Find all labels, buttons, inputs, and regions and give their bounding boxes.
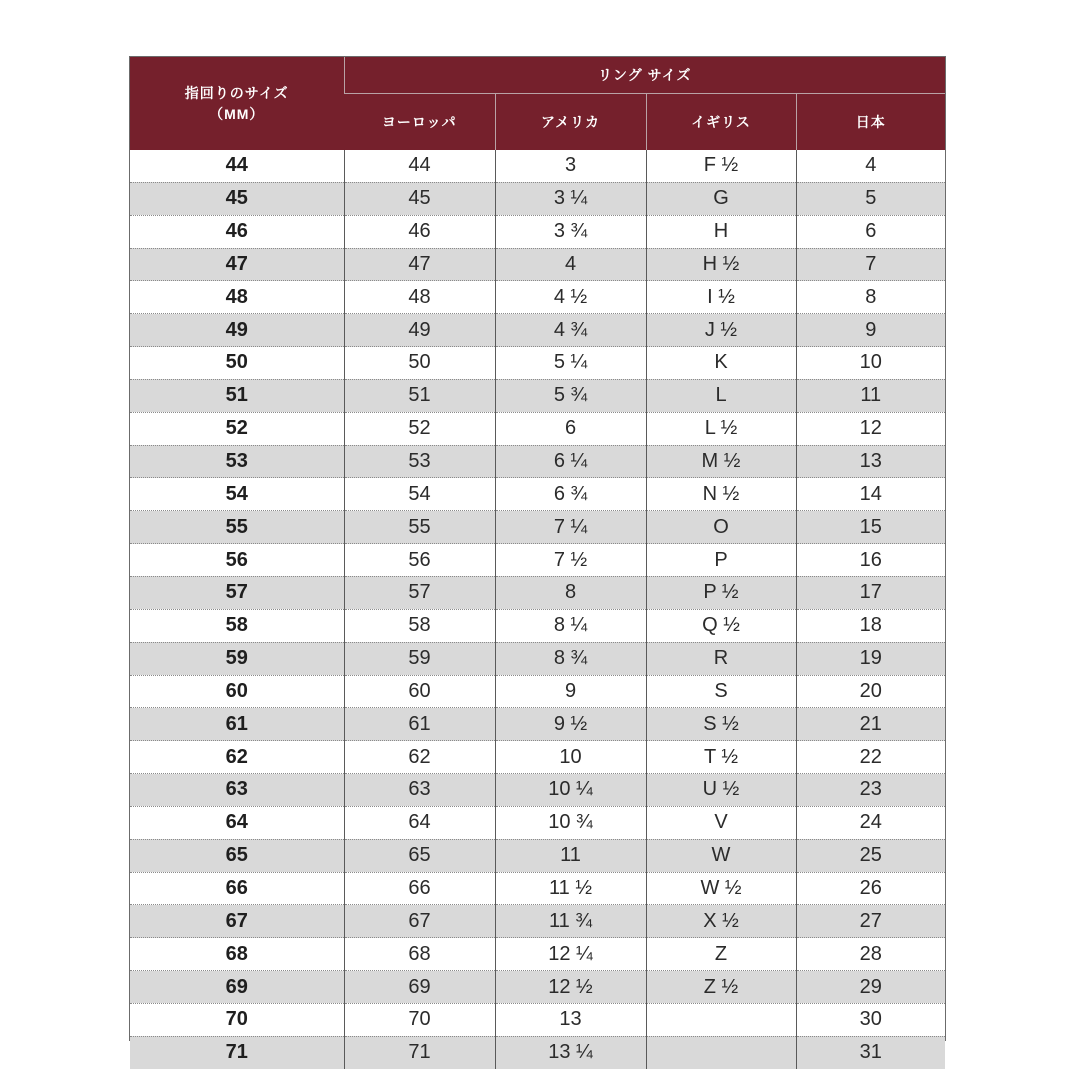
- cell-europe: 44: [344, 150, 495, 182]
- cell-mm: 63: [130, 774, 344, 807]
- cell-uk: T ½: [646, 741, 796, 774]
- cell-europe: 63: [344, 774, 495, 807]
- cell-mm: 58: [130, 609, 344, 642]
- cell-europe: 65: [344, 839, 495, 872]
- cell-europe: 48: [344, 281, 495, 314]
- cell-uk: H: [646, 215, 796, 248]
- cell-europe: 66: [344, 872, 495, 905]
- cell-europe: 68: [344, 938, 495, 971]
- cell-japan: 20: [796, 675, 945, 708]
- cell-america: 6 ¼: [495, 445, 646, 478]
- cell-mm: 64: [130, 806, 344, 839]
- cell-japan: 19: [796, 642, 945, 675]
- cell-uk: H ½: [646, 248, 796, 281]
- header-row-top: [130, 57, 945, 94]
- cell-america: 11 ½: [495, 872, 646, 905]
- cell-mm: 67: [130, 905, 344, 938]
- cell-mm: 56: [130, 544, 344, 577]
- cell-mm: 65: [130, 839, 344, 872]
- header-finger-size-label: 指回りのサイズ: [184, 84, 289, 101]
- header-mm-unit-label: （MM）: [209, 105, 265, 122]
- ring-size-table: [129, 56, 946, 1064]
- table-row: [130, 774, 945, 807]
- cell-uk: S: [646, 675, 796, 708]
- cell-japan: 29: [796, 971, 945, 1004]
- cell-america: 10: [495, 741, 646, 774]
- table-row: [130, 938, 945, 971]
- table-row: [130, 379, 945, 412]
- cell-america: 3 ¼: [495, 182, 646, 215]
- cell-europe: 55: [344, 511, 495, 544]
- cell-uk: R: [646, 642, 796, 675]
- size-table-grid: [130, 57, 945, 1069]
- cell-japan: 18: [796, 609, 945, 642]
- cell-uk: W ½: [646, 872, 796, 905]
- cell-japan: 14: [796, 478, 945, 511]
- cell-japan: 21: [796, 708, 945, 741]
- cell-europe: 67: [344, 905, 495, 938]
- table-row: [130, 839, 945, 872]
- cell-america: 7 ¼: [495, 511, 646, 544]
- cell-japan: 7: [796, 248, 945, 281]
- cell-mm: 61: [130, 708, 344, 741]
- cell-mm: 49: [130, 314, 344, 347]
- cell-uk: G: [646, 182, 796, 215]
- cell-uk: [646, 1036, 796, 1068]
- cell-japan: 22: [796, 741, 945, 774]
- cell-america: 8 ¾: [495, 642, 646, 675]
- cell-uk: Z ½: [646, 971, 796, 1004]
- table-row: [130, 806, 945, 839]
- cell-europe: 58: [344, 609, 495, 642]
- cell-japan: 31: [796, 1036, 945, 1068]
- cell-mm: 48: [130, 281, 344, 314]
- header-america: アメリカ: [495, 94, 646, 151]
- cell-uk: N ½: [646, 478, 796, 511]
- cell-uk: L ½: [646, 412, 796, 445]
- cell-mm: 47: [130, 248, 344, 281]
- cell-europe: 52: [344, 412, 495, 445]
- cell-america: 12 ½: [495, 971, 646, 1004]
- cell-america: 4 ½: [495, 281, 646, 314]
- table-body: [130, 150, 945, 1069]
- cell-america: 11: [495, 839, 646, 872]
- cell-america: 7 ½: [495, 544, 646, 577]
- cell-america: 3 ¾: [495, 215, 646, 248]
- cell-america: 3: [495, 150, 646, 182]
- cell-uk: X ½: [646, 905, 796, 938]
- cell-uk: P: [646, 544, 796, 577]
- cell-mm: 70: [130, 1003, 344, 1036]
- cell-america: 9: [495, 675, 646, 708]
- cell-europe: 69: [344, 971, 495, 1004]
- cell-mm: 57: [130, 576, 344, 609]
- cell-europe: 71: [344, 1036, 495, 1068]
- header-ring-size-group: リング サイズ: [344, 57, 945, 94]
- cell-uk: L: [646, 379, 796, 412]
- cell-uk: V: [646, 806, 796, 839]
- cell-europe: 47: [344, 248, 495, 281]
- cell-europe: 50: [344, 347, 495, 380]
- cell-japan: 4: [796, 150, 945, 182]
- header-uk: イギリス: [646, 94, 796, 151]
- cell-uk: U ½: [646, 774, 796, 807]
- cell-uk: I ½: [646, 281, 796, 314]
- cell-uk: Q ½: [646, 609, 796, 642]
- table-row: [130, 314, 945, 347]
- table-row: [130, 281, 945, 314]
- cell-mm: 62: [130, 741, 344, 774]
- cell-mm: 52: [130, 412, 344, 445]
- cell-japan: 15: [796, 511, 945, 544]
- cell-japan: 16: [796, 544, 945, 577]
- cell-europe: 56: [344, 544, 495, 577]
- table-row: [130, 971, 945, 1004]
- cell-europe: 59: [344, 642, 495, 675]
- table-row: [130, 182, 945, 215]
- table-row: [130, 872, 945, 905]
- table-row: [130, 150, 945, 182]
- cell-uk: K: [646, 347, 796, 380]
- cell-japan: 10: [796, 347, 945, 380]
- cell-america: 9 ½: [495, 708, 646, 741]
- cell-america: 4 ¾: [495, 314, 646, 347]
- cell-uk: F ½: [646, 150, 796, 182]
- table-row: [130, 1003, 945, 1036]
- cell-mm: 68: [130, 938, 344, 971]
- table-header: [130, 57, 945, 150]
- table-row: [130, 478, 945, 511]
- cell-uk: P ½: [646, 576, 796, 609]
- cell-europe: 62: [344, 741, 495, 774]
- cell-america: 6: [495, 412, 646, 445]
- table-row: [130, 642, 945, 675]
- table-row: [130, 445, 945, 478]
- table-row: [130, 1036, 945, 1068]
- table-row: [130, 708, 945, 741]
- cell-europe: 61: [344, 708, 495, 741]
- table-row: [130, 347, 945, 380]
- cell-mm: 60: [130, 675, 344, 708]
- cell-mm: 55: [130, 511, 344, 544]
- cell-america: 13 ¼: [495, 1036, 646, 1068]
- cell-mm: 71: [130, 1036, 344, 1068]
- table-row: [130, 511, 945, 544]
- cell-japan: 28: [796, 938, 945, 971]
- cell-mm: 50: [130, 347, 344, 380]
- cell-europe: 57: [344, 576, 495, 609]
- cell-japan: 25: [796, 839, 945, 872]
- cell-uk: Z: [646, 938, 796, 971]
- table-row: [130, 544, 945, 577]
- header-europe: ヨーロッパ: [344, 94, 495, 151]
- cell-america: 5 ¾: [495, 379, 646, 412]
- cell-europe: 45: [344, 182, 495, 215]
- cell-america: 6 ¾: [495, 478, 646, 511]
- cell-america: 10 ¾: [495, 806, 646, 839]
- cell-uk: S ½: [646, 708, 796, 741]
- cell-europe: 53: [344, 445, 495, 478]
- cell-america: 4: [495, 248, 646, 281]
- cell-uk: J ½: [646, 314, 796, 347]
- cell-america: 12 ¼: [495, 938, 646, 971]
- cell-mm: 51: [130, 379, 344, 412]
- cell-mm: 54: [130, 478, 344, 511]
- cell-mm: 45: [130, 182, 344, 215]
- cell-europe: 46: [344, 215, 495, 248]
- header-japan: 日本: [796, 94, 945, 151]
- cell-japan: 5: [796, 182, 945, 215]
- cell-japan: 11: [796, 379, 945, 412]
- cell-america: 10 ¼: [495, 774, 646, 807]
- table-row: [130, 248, 945, 281]
- cell-japan: 17: [796, 576, 945, 609]
- cell-america: 11 ¾: [495, 905, 646, 938]
- cell-uk: [646, 1003, 796, 1036]
- cell-europe: 54: [344, 478, 495, 511]
- cell-japan: 9: [796, 314, 945, 347]
- cell-uk: M ½: [646, 445, 796, 478]
- cell-japan: 6: [796, 215, 945, 248]
- cell-america: 8: [495, 576, 646, 609]
- cell-japan: 23: [796, 774, 945, 807]
- cell-uk: O: [646, 511, 796, 544]
- cell-japan: 30: [796, 1003, 945, 1036]
- cell-europe: 64: [344, 806, 495, 839]
- cell-europe: 70: [344, 1003, 495, 1036]
- cell-japan: 13: [796, 445, 945, 478]
- cell-mm: 66: [130, 872, 344, 905]
- cell-europe: 51: [344, 379, 495, 412]
- table-row: [130, 741, 945, 774]
- cell-america: 13: [495, 1003, 646, 1036]
- cell-japan: 8: [796, 281, 945, 314]
- cell-japan: 27: [796, 905, 945, 938]
- cell-mm: 53: [130, 445, 344, 478]
- cell-europe: 49: [344, 314, 495, 347]
- cell-japan: 12: [796, 412, 945, 445]
- cell-mm: 44: [225, 154, 248, 177]
- cell-japan: 24: [796, 806, 945, 839]
- table-row: [130, 215, 945, 248]
- cell-america: 8 ¼: [495, 609, 646, 642]
- table-row: [130, 609, 945, 642]
- cell-europe: 60: [344, 675, 495, 708]
- table-row: [130, 412, 945, 445]
- cell-america: 5 ¼: [495, 347, 646, 380]
- cell-mm: 69: [130, 971, 344, 1004]
- table-row: [130, 905, 945, 938]
- cell-japan: 26: [796, 872, 945, 905]
- table-row: [130, 576, 945, 609]
- header-finger-size-mm: [130, 57, 344, 150]
- cell-uk: W: [646, 839, 796, 872]
- cell-mm: 59: [130, 642, 344, 675]
- table-row: [130, 675, 945, 708]
- cell-mm: 46: [130, 215, 344, 248]
